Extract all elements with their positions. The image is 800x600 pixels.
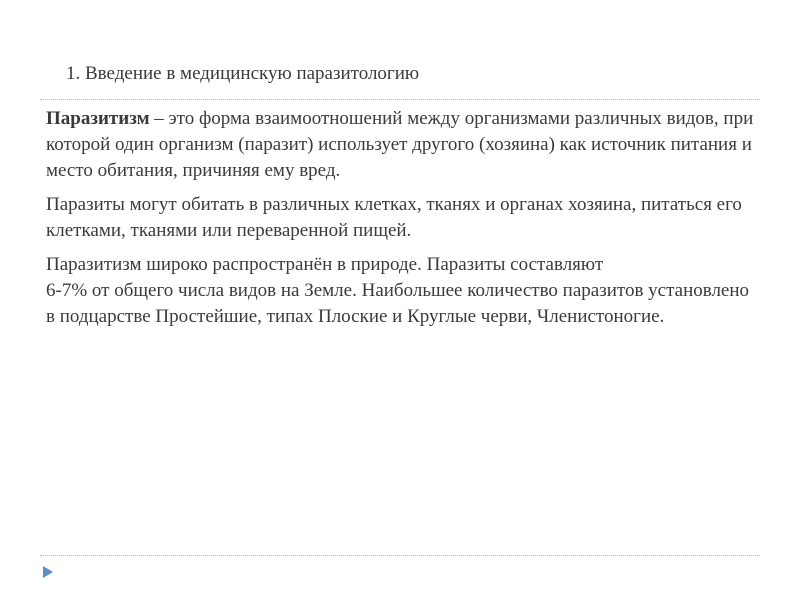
prevalence-rest: 6-7% от общего числа видов на Земле. Наибольшее количество паразитов установлено в подцарстве Простейшие, типах Плоские и Круглые черви, Членистоногие. xyxy=(46,280,750,327)
top-divider xyxy=(40,99,760,100)
paragraph-prevalence xyxy=(46,252,756,330)
paragraph-habitat: Паразиты могут обитать в различных клетках, тканях и органах хозяина, питаться его клетками, тканями или переваренной пищей. xyxy=(46,194,742,241)
slide-title: 1. Введение в медицинскую паразитологию xyxy=(66,63,420,84)
slide-content xyxy=(46,106,756,338)
definition-text: – это форма взаимоотношений между организмами различных видов, при которой один организм (паразит) использует другого (хозяина) как источник питания и место обитания, причиняя ему вред. xyxy=(46,108,754,181)
term-parasitism: Паразитизм xyxy=(46,108,150,129)
triangle-right-icon[interactable] xyxy=(43,566,53,578)
paragraph-definition xyxy=(46,106,756,184)
prevalence-line-1: Паразитизм широко распространён в природе. Паразиты составляют xyxy=(46,254,604,275)
bottom-divider xyxy=(40,555,760,556)
